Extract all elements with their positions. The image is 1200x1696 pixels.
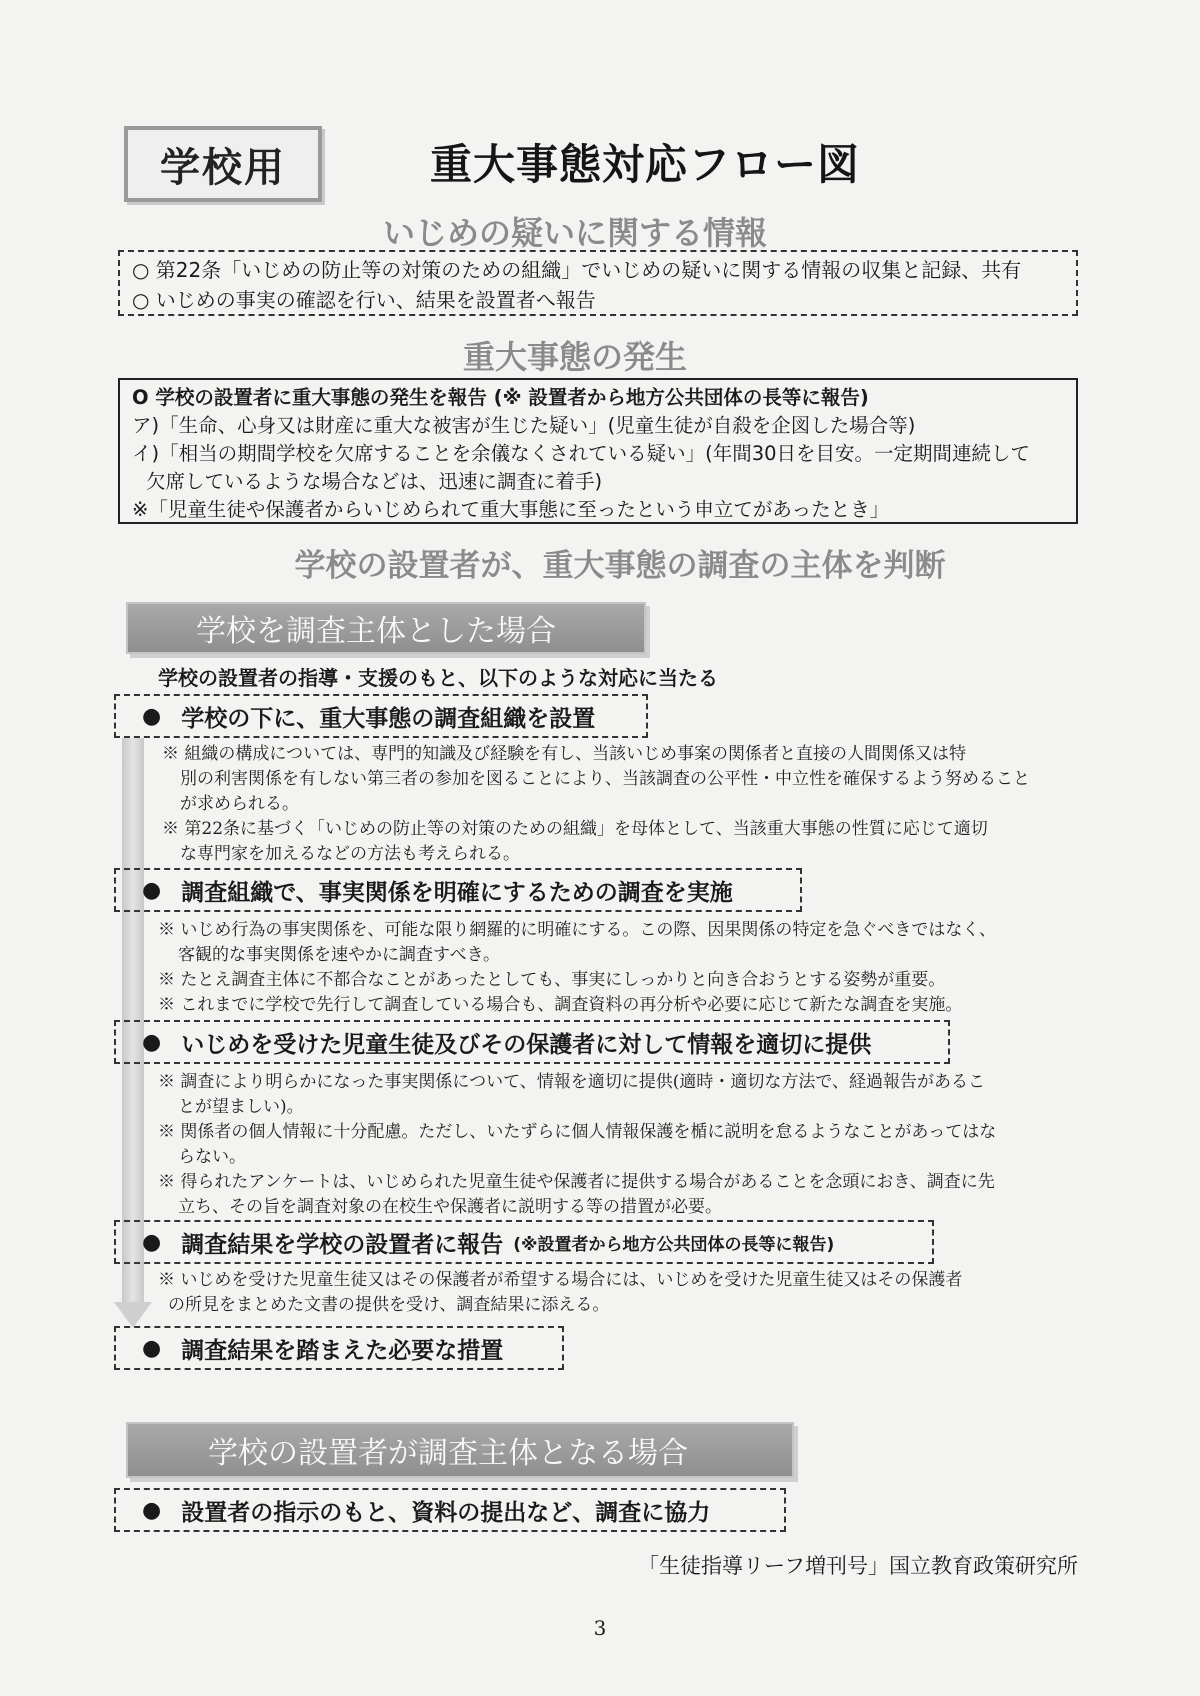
- step-4: [114, 1220, 934, 1264]
- bullet-icon: ●: [142, 1497, 162, 1523]
- bullet-icon: ●: [142, 877, 162, 903]
- info-box: [118, 250, 1078, 316]
- info-heading: いじめの疑いに関する情報: [382, 214, 767, 252]
- step-1-note-1: ※ 組織の構成については、専門的知識及び経験を有し、当該いじめ事案の関係者と直接の人間関係又は特: [162, 744, 967, 764]
- step-5: [114, 1326, 564, 1370]
- step-3-note-1: ※ 調査により明らかになった事実関係について、情報を適切に提供(適時・適切な方法で、経過報告があるこ: [158, 1072, 986, 1092]
- founder-step: [114, 1488, 786, 1532]
- occurrence-box: [118, 378, 1078, 524]
- step-2-label: 調査組織で、事実関係を明確にするための調査を実施: [181, 879, 733, 906]
- founder-case-banner: [126, 1422, 794, 1478]
- occurrence-line-1: O 学校の設置者に重大事態の発生を報告 (※ 設置者から地方公共団体の長等に報告): [132, 386, 869, 409]
- page-number: 3: [593, 1616, 607, 1640]
- step-3-notes: [158, 1070, 996, 1220]
- step-3: [114, 1020, 950, 1064]
- occurrence-heading: 重大事態の発生: [462, 338, 687, 376]
- step-4-note-1: ※ いじめを受けた児童生徒又はその保護者が希望する場合には、いじめを受けた児童生徒又はその保護者: [158, 1270, 963, 1290]
- judgment-heading: 学校の設置者が、重大事態の調査の主体を判断: [294, 548, 946, 584]
- document-type-tag: [124, 126, 322, 202]
- info-line-1: ○ 第22条「いじめの防止等の対策のための組織」でいじめの疑いに関する情報の収集と記録、共有: [132, 258, 1022, 282]
- step-2-note-4: ※ これまでに学校で先行して調査している場合も、調査資料の再分析や必要に応じて新たな調査を実施。: [158, 995, 963, 1015]
- founder-step-label: 設置者の指示のもと、資料の提出など、調査に協力: [181, 1499, 711, 1526]
- flow-arrow-head-icon: [114, 1302, 152, 1328]
- bullet-icon: ●: [142, 1335, 162, 1361]
- page-title: 重大事態対応フロー図: [430, 140, 861, 189]
- step-1-note-2: 別の利害関係を有しない第三者の参加を図ることにより、当該調査の公平性・中立性を確保するよう努めること: [180, 769, 1030, 789]
- step-3-note-5: ※ 得られたアンケートは、いじめられた児童生徒や保護者に提供する場合があることを念頭におき、調査に先: [158, 1172, 995, 1192]
- step-1-label: 学校の下に、重大事態の調査組織を設置: [181, 705, 596, 732]
- step-4-note: (※設置者から地方公共団体の長等に報告): [513, 1234, 835, 1255]
- info-line-2: ○ いじめの事実の確認を行い、結果を設置者へ報告: [132, 288, 596, 312]
- step-1-note-4: ※ 第22条に基づく「いじめの防止等の対策のための組織」を母体として、当該重大事態の性質に応じて適切: [162, 819, 988, 839]
- founder-case-banner-label: 学校の設置者が調査主体となる場合: [208, 1436, 688, 1471]
- occurrence-line-2: ア)「生命、心身又は財産に重大な被害が生じた疑い」(児童生徒が自殺を企図した場合等): [132, 414, 916, 437]
- step-1-note-5: な専門家を加えるなどの方法も考えられる。: [180, 844, 520, 864]
- step-1-note-3: が求められる。: [180, 794, 299, 814]
- school-case-banner-label: 学校を調査主体とした場合: [196, 614, 556, 649]
- source-citation: 「生徒指導リーフ増刊号」国立教育政策研究所: [638, 1554, 1078, 1578]
- school-case-intro: 学校の設置者の指導・支援のもと、以下のような対応に当たる: [158, 666, 718, 690]
- document-type-label: 学校用: [160, 144, 286, 191]
- step-4-note-2: の所見をまとめた文書の提供を受け、調査結果に添える。: [168, 1295, 610, 1315]
- bullet-icon: ●: [142, 703, 162, 729]
- step-4-label: 調査結果を学校の設置者に報告: [181, 1231, 504, 1258]
- step-4-notes: [158, 1268, 962, 1318]
- step-3-note-6: 立ち、その旨を調査対象の在校生や保護者に説明する等の措置が必要。: [178, 1197, 722, 1217]
- step-2-note-1: ※ いじめ行為の事実関係を、可能な限り網羅的に明確にする。この際、因果関係の特定を急ぐべきではなく、: [158, 920, 997, 940]
- step-2-note-2: 客観的な事実関係を速やかに調査すべき。: [178, 945, 500, 965]
- school-case-banner: [126, 602, 646, 654]
- occurrence-line-3: イ)「相当の期間学校を欠席することを余儀なくされている疑い」(年間30日を目安。一定期間連続して: [132, 442, 1031, 465]
- step-2: [114, 868, 802, 912]
- occurrence-line-5: ※「児童生徒や保護者からいじめられて重大事態に至ったという申立てがあったとき」: [132, 498, 890, 521]
- step-1: [114, 694, 648, 738]
- step-3-note-3: ※ 関係者の個人情報に十分配慮。ただし、いたずらに個人情報保護を楯に説明を怠るようなことがあってはな: [158, 1122, 997, 1142]
- step-3-note-2: とが望ましい)。: [178, 1097, 304, 1117]
- step-1-notes: [162, 742, 1030, 867]
- step-2-note-3: ※ たとえ調査主体に不都合なことがあったとしても、事実にしっかりと向き合おうとする姿勢が重要。: [158, 970, 946, 990]
- step-2-notes: [158, 918, 996, 1018]
- step-3-label: いじめを受けた児童生徒及びその保護者に対して情報を適切に提供: [181, 1031, 872, 1058]
- step-5-label: 調査結果を踏まえた必要な措置: [181, 1337, 504, 1364]
- occurrence-line-4: 欠席しているような場合などは、迅速に調査に着手): [146, 470, 603, 493]
- bullet-icon: ●: [142, 1229, 162, 1255]
- step-3-note-4: らない。: [178, 1147, 246, 1167]
- bullet-icon: ●: [142, 1029, 162, 1055]
